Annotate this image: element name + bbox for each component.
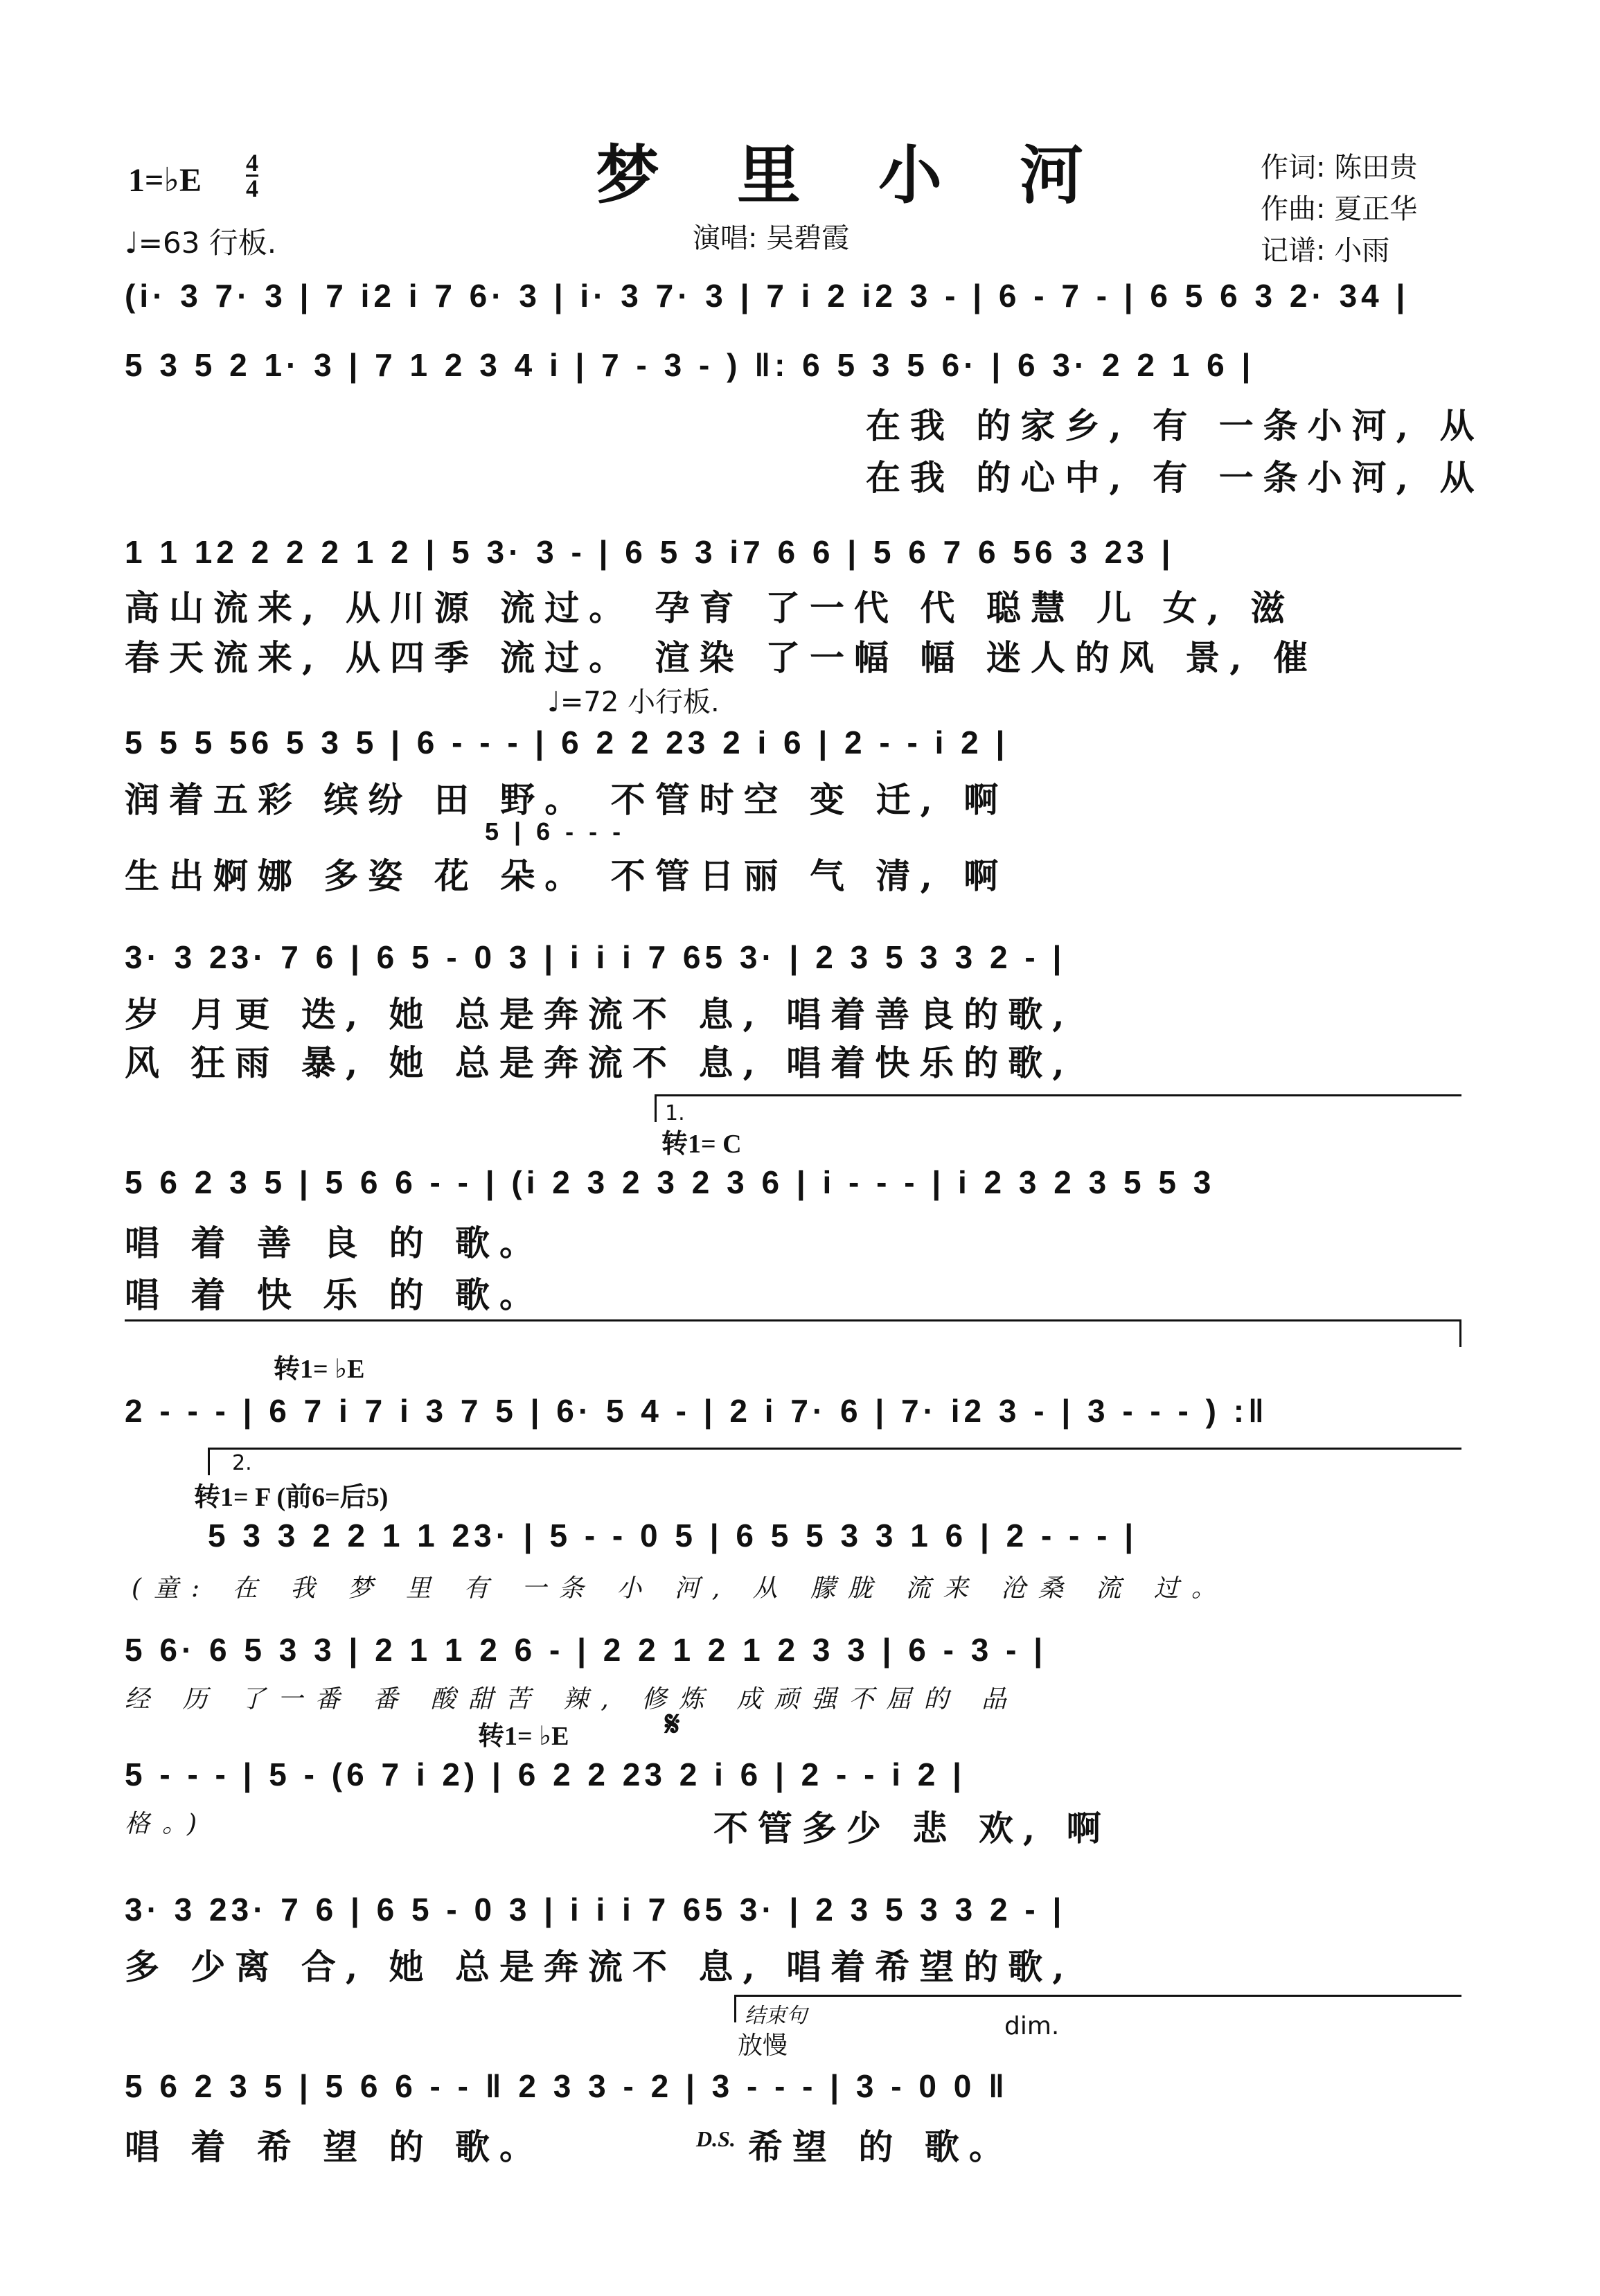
ending-2-bracket — [208, 1448, 1461, 1450]
song-title: 梦 里 小 河 — [596, 138, 1112, 213]
lyricist-credit: 作词: 陈田贵 — [1261, 152, 1418, 184]
notation-line-7: 2 - - - | 6 7 i 7 i 3 7 5 | 6· 5 4 - | 2 i 7· 6 | 7· i2 3 - | 3 - - - ) :‖ — [125, 1393, 1268, 1429]
notation-line-10: 5 - - - | 5 - (6 7 i 2) | 6 2 2 23 2 i 6 | 2 - - i 2 | — [125, 1756, 966, 1792]
ending-2-label: 2. — [232, 1451, 252, 1475]
notation-line-1: (i· 3 7· 3 | 7 i2 i 7 6· 3 | i· 3 7· 3 | 7 i 2 i2 3 - | 6 - 7 - | 6 5 6 3 2· 34 | — [125, 278, 1410, 314]
lyric-line-12-a: 唱 着 希 望 的 歌。 — [125, 2126, 544, 2167]
composer-credit: 作曲: 夏正华 — [1261, 193, 1418, 225]
lyric-line-9: 经 历 了一番 番 酸甜苦 辣, 修炼 成顽强不屈的 品 — [125, 1685, 1019, 1714]
lyric-line-2-verse-1: 在我 的家乡, 有 一条小河, 从 — [866, 405, 1484, 446]
notation-line-9: 5 6· 6 5 3 3 | 2 1 1 2 6 - | 2 2 1 2 1 2 3 3 | 6 - 3 - | — [125, 1632, 1047, 1668]
notation-line-8: 5 3 3 2 2 1 1 23· | 5 - - 0 5 | 6 5 5 3 3 1 6 | 2 - - - | — [208, 1518, 1138, 1554]
ending-1-bracket-edge — [655, 1094, 657, 1122]
lyric-line-3-verse-2: 春天流来, 从四季 流过。 渲染 了一幅 幅 迷人的风 景, 催 — [125, 637, 1318, 678]
lyric-line-6-verse-2: 唱 着 快 乐 的 歌。 — [125, 1274, 544, 1315]
rit-marking: 放慢 — [738, 2031, 788, 2060]
lyric-line-4-verse-2: 生出婀娜 多姿 花 朵。 不管日丽 气 清, 啊 — [125, 855, 1008, 896]
key-change-c: 转1= C — [661, 1130, 742, 1159]
ending-1-label: 1. — [665, 1101, 685, 1125]
notation-line-4: 5 5 5 56 5 3 5 | 6 - - - | 6 2 2 23 2 i 6 | 2 - - i 2 | — [125, 724, 1009, 760]
time-signature: 4 4 — [246, 149, 258, 202]
notation-line-5: 3· 3 23· 7 6 | 6 5 - 0 3 | i i i 7 65 3· | 2 3 5 3 3 2 - | — [125, 939, 1066, 975]
coda-bracket-edge — [734, 1995, 736, 2022]
singer-credit: 演唱: 吴碧霞 — [693, 222, 850, 254]
lyric-line-5-verse-1: 岁 月更 迭, 她 总是奔流不 息, 唱着善良的歌, — [125, 994, 1074, 1035]
lyric-line-5-verse-2: 风 狂雨 暴, 她 总是奔流不 息, 唱着快乐的歌, — [125, 1042, 1074, 1083]
key-signature: 1=♭E — [128, 162, 202, 199]
notation-line-2: 5 3 5 2 1· 3 | 7 1 2 3 4 i | 7 - 3 - ) ‖: 6 5 3 5 6· | 6 3· 2 2 1 6 | — [125, 347, 1255, 383]
key-change-eb-2: 转1= ♭E — [478, 1722, 569, 1751]
notation-line-3: 1 1 12 2 2 2 1 2 | 5 3· 3 - | 6 5 3 i7 6 6 | 5 6 7 6 56 3 23 | — [125, 534, 1175, 570]
lyric-line-3-verse-1: 高山流来, 从川源 流过。 孕育 了一代 代 聪慧 儿 女, 滋 — [125, 587, 1295, 628]
transcriber-credit: 记谱: 小雨 — [1261, 235, 1390, 267]
ending-1-bracket-continuation — [125, 1319, 1461, 1321]
alt-notation-line-4: 5 | 6 - - - — [485, 817, 625, 846]
notation-line-12: 5 6 2 3 5 | 5 6 6 - - ‖ 2 3 3 - 2 | 3 - - - | 3 - 0 0 ‖ — [125, 2068, 1009, 2104]
notation-line-6: 5 6 2 3 5 | 5 6 6 - - | (i 2 3 2 3 2 3 6 | i - - - | i 2 3 2 3 5 5 3 — [125, 1164, 1216, 1200]
ending-1-bracket-end — [1459, 1319, 1461, 1347]
notation-line-11: 3· 3 23· 7 6 | 6 5 - 0 3 | i i i 7 65 3· | 2 3 5 3 3 2 - | — [125, 1892, 1066, 1928]
coda-bracket — [734, 1995, 1461, 1997]
lyric-line-10-b: 不管多少 悲 欢, 啊 — [713, 1808, 1111, 1849]
tempo-marking: ♩=63 行板. — [125, 226, 277, 260]
ending-1-bracket — [655, 1094, 1461, 1096]
lyric-line-2-verse-2: 在我 的心中, 有 一条小河, 从 — [866, 457, 1484, 498]
ds-marking: D.S. — [696, 2126, 736, 2151]
coda-label: 结束句 — [745, 2004, 807, 2028]
dim-marking: dim. — [1004, 2012, 1060, 2040]
key-change-eb: 转1= ♭E — [274, 1355, 365, 1384]
lyric-line-6-verse-1: 唱 着 善 良 的 歌。 — [125, 1222, 544, 1263]
lyric-line-10-a: 格。) — [125, 1810, 210, 1838]
lyric-line-4-verse-1: 润着五彩 缤纷 田 野。 不管时空 变 迁, 啊 — [125, 779, 1008, 820]
ending-2-bracket-edge — [208, 1448, 210, 1475]
lyric-line-12-b: 希望 的 歌。 — [748, 2126, 1013, 2167]
lyric-line-8: (童: 在 我 梦 里 有 一条 小 河, 从 朦胧 流来 沧桑 流 过。 — [132, 1574, 1229, 1603]
key-change-f: 转1= F (前6=后5) — [194, 1483, 389, 1512]
tempo-change-marking: ♩=72 小行板. — [547, 686, 720, 718]
segno-sign: 𝄋 — [665, 1705, 680, 1743]
lyric-line-11: 多 少离 合, 她 总是奔流不 息, 唱着希望的歌, — [125, 1946, 1074, 1987]
